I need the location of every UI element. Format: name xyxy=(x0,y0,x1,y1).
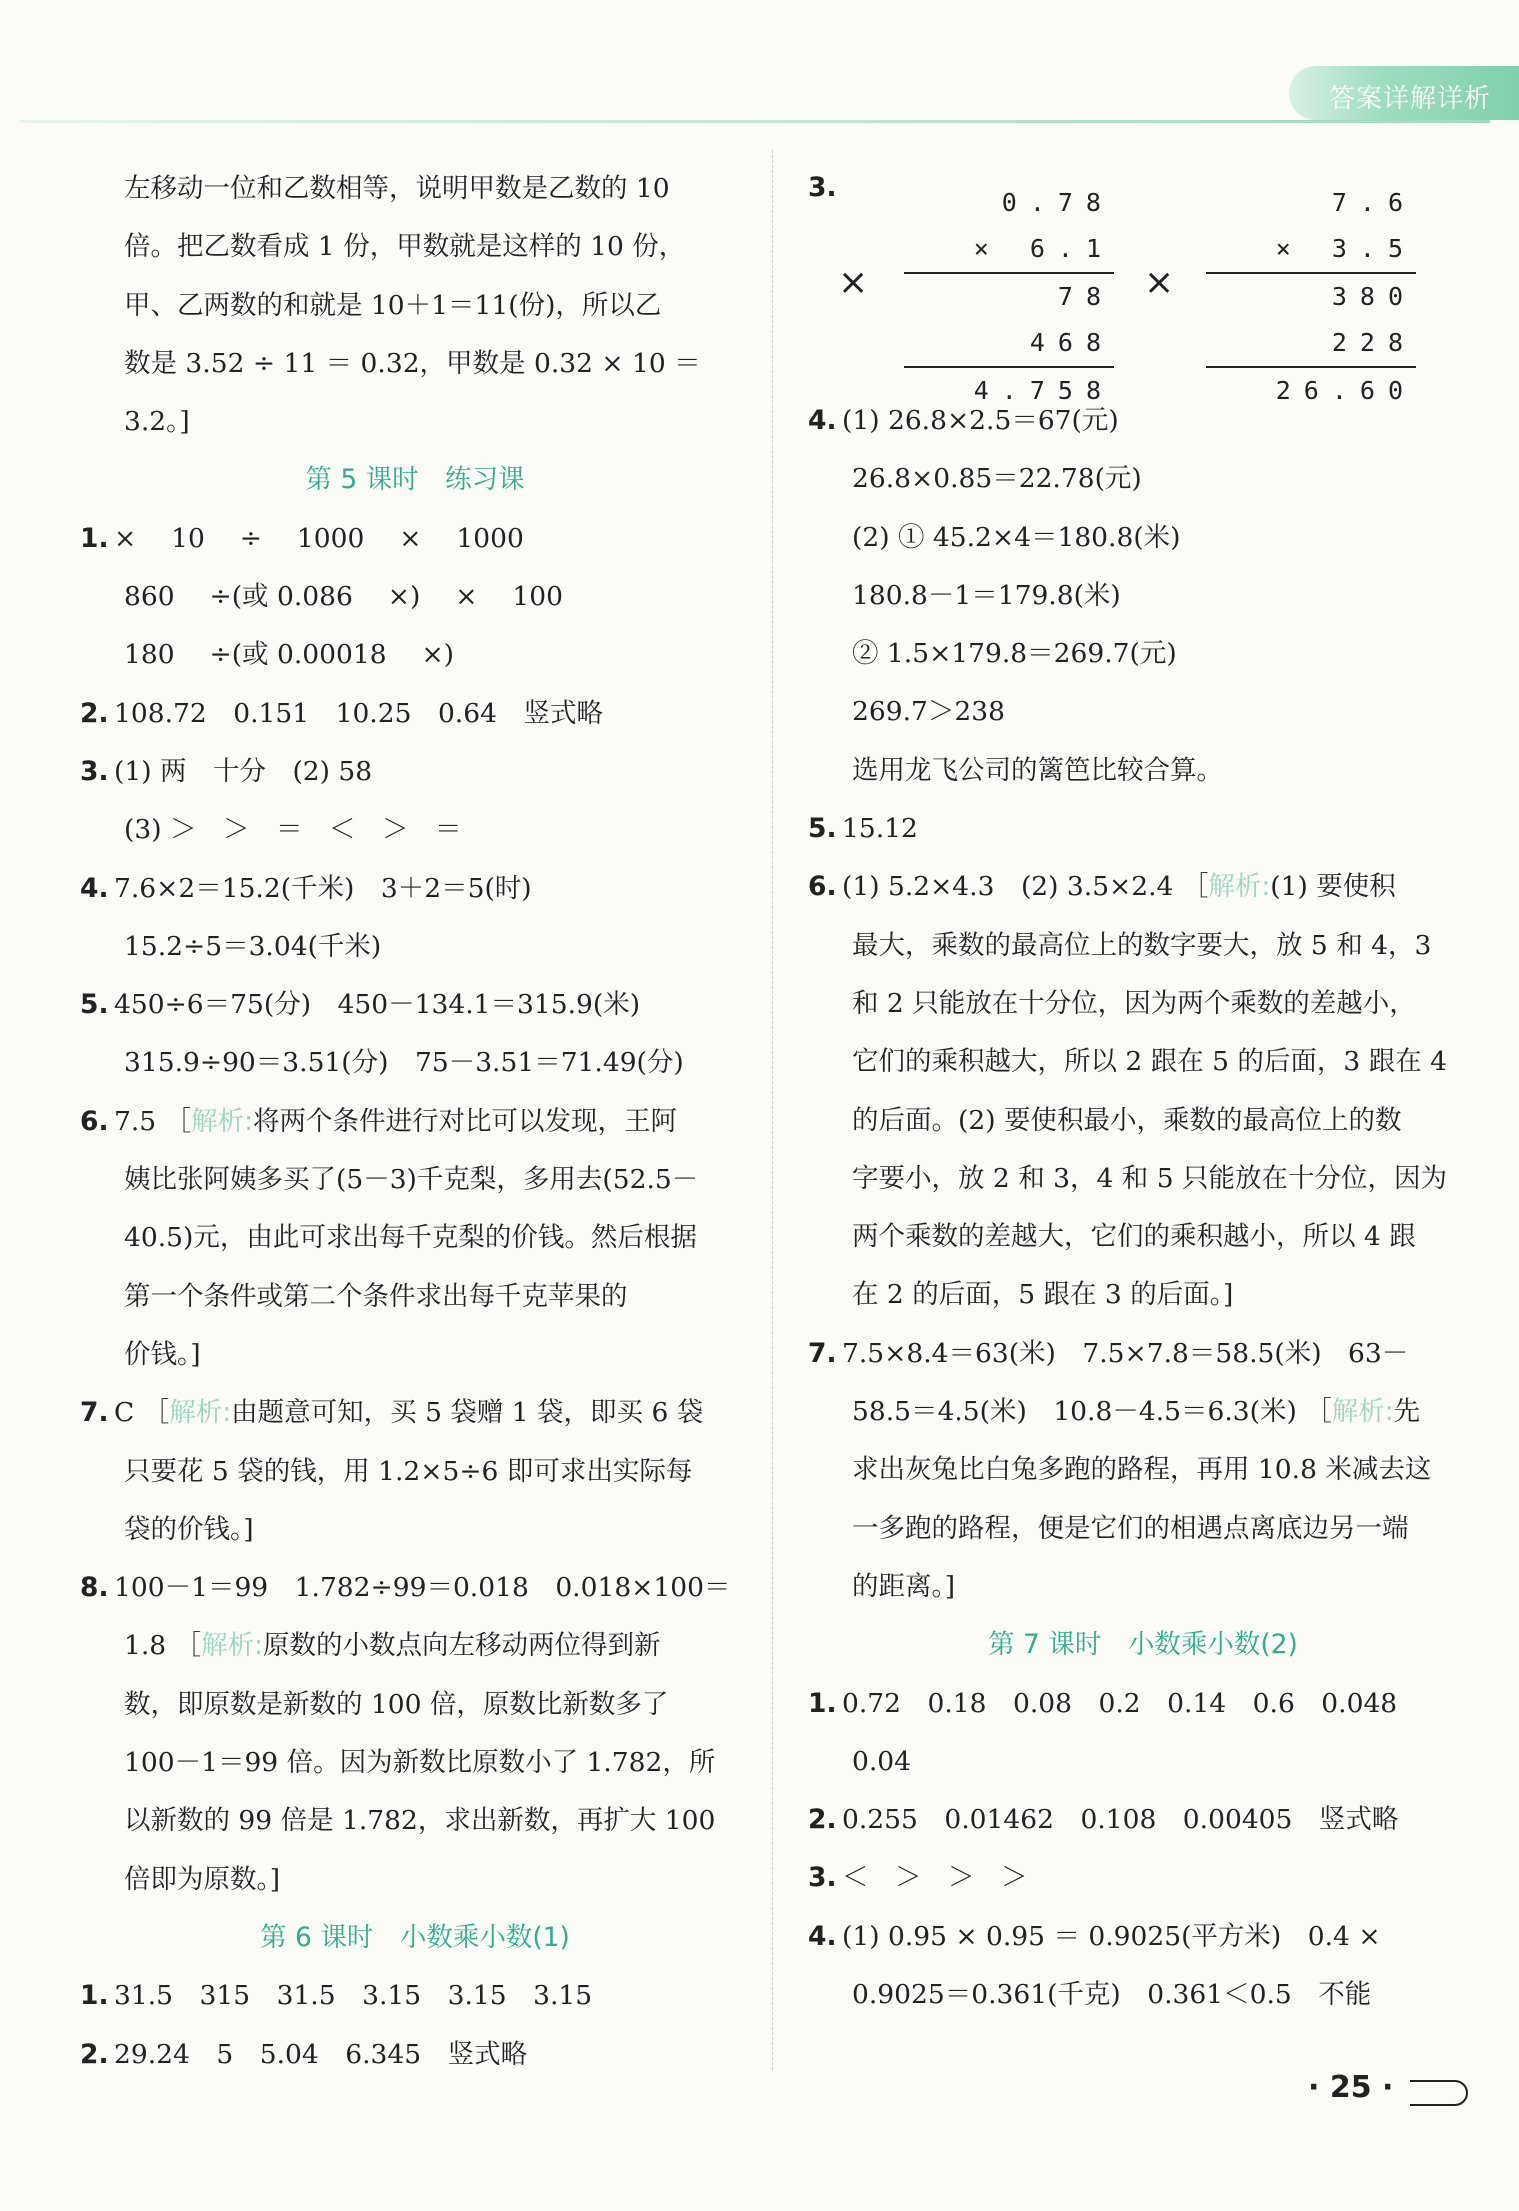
text-line: 袋的价钱。] xyxy=(124,1513,254,1545)
s7-question-3: 3. ＜ ＞ ＞ ＞ xyxy=(808,1849,1478,1907)
wrong-mark: × xyxy=(1144,262,1175,303)
text-line: 100－1＝99 倍。因为新数比原数小了 1.782，所 xyxy=(124,1747,716,1779)
question-number: 7. xyxy=(80,1397,109,1429)
left-column xyxy=(80,160,750,2084)
s6-question-1: 1. 31.5 315 31.5 3.15 3.15 3.15 xyxy=(80,1967,750,2025)
question-number: 5. xyxy=(80,989,109,1021)
text-line: 15.2÷5＝3.04(千米) xyxy=(124,930,382,962)
text-line: 甲、乙两数的和就是 10＋1＝11(份)，所以乙 xyxy=(124,289,662,321)
wrong-mark: × xyxy=(838,262,869,303)
question-number: 2. xyxy=(808,1804,837,1836)
text-line: 的距离。] xyxy=(852,1570,956,1602)
right-column xyxy=(808,160,1478,2024)
text-line: 第一个条件或第二个条件求出每千克苹果的 xyxy=(124,1280,628,1312)
question-3-vertical-calcs xyxy=(808,160,1478,405)
section-heading-7: 第 7 课时 小数乘小数(2) xyxy=(988,1629,1298,1661)
text-line: 0.04 xyxy=(852,1745,912,1777)
text-line: 数是 3.52 ÷ 11 ＝ 0.32，甲数是 0.32 × 10 ＝ xyxy=(124,347,701,379)
text-line: 最大，乘数的最高位上的数字要大，放 5 和 4，3 xyxy=(852,929,1432,961)
text-line: 两个乘数的差越大，它们的乘积越小，所以 4 跟 xyxy=(852,1221,1416,1253)
question-number: 6. xyxy=(808,871,837,903)
question-number: 2. xyxy=(80,2038,109,2070)
text-line: 269.7＞238 xyxy=(852,696,1005,728)
s7-question-1: 1. 0.72 0.18 0.08 0.2 0.14 0.6 0.048 xyxy=(808,1675,1478,1733)
analysis-tag: 解析: xyxy=(1208,871,1271,903)
question-6: 6. 7.5 ［解析:将两个条件进行对比可以发现，王阿 xyxy=(80,1093,750,1151)
text-line: 和 2 只能放在十分位，因为两个乘数的差越小， xyxy=(852,987,1416,1019)
question-3: 3. (1) 两 十分 (2) 58 xyxy=(80,743,750,801)
text-line: 315.9÷90＝3.51(分) 75－3.51＝71.49(分) xyxy=(124,1047,684,1079)
question-2: 2. 108.72 0.151 10.25 0.64 竖式略 xyxy=(80,685,750,743)
question-number: 7. xyxy=(808,1337,837,1369)
text-line: 58.5＝4.5(米) 10.8－4.5＝6.3(米) ［解析:先 xyxy=(852,1396,1421,1428)
question-7: 7. 7.5×8.4＝63(米) 7.5×7.8＝58.5(米) 63－ xyxy=(808,1325,1478,1383)
question-number: 8. xyxy=(80,1572,109,1604)
page-number: · 25 · xyxy=(1308,2070,1394,2105)
question-number: 1. xyxy=(80,522,109,554)
question-number: 6. xyxy=(80,1105,109,1137)
vertical-calc-a: 0.78 × 6.1 78 468 4.758 xyxy=(904,180,1114,414)
question-8: 8. 100－1＝99 1.782÷99＝0.018 0.018×100＝ xyxy=(80,1559,750,1617)
text-line: 的后面。(2) 要使积最小，乘数的最高位上的数 xyxy=(852,1104,1402,1136)
text-line: 以新数的 99 倍是 1.782，求出新数，再扩大 100 xyxy=(124,1805,716,1837)
question-number: 3. xyxy=(808,172,837,203)
question-number: 3. xyxy=(808,1862,837,1894)
question-number: 4. xyxy=(808,1920,837,1952)
question-1: 1. × 10 ÷ 1000 × 1000 xyxy=(80,510,750,568)
analysis-tag: 解析: xyxy=(201,1630,264,1662)
text-line: (3) ＞ ＞ ＝ ＜ ＞ ＝ xyxy=(124,814,462,846)
section-heading-6: 第 6 课时 小数乘小数(1) xyxy=(260,1921,570,1953)
question-5: 5. 15.12 xyxy=(808,800,1478,858)
text-line: 选用龙飞公司的篱笆比较合算。 xyxy=(852,754,1223,786)
section-heading-5: 第 5 课时 练习课 xyxy=(305,464,525,496)
text-line: 它们的乘积越大，所以 2 跟在 5 的后面，3 跟在 4 xyxy=(852,1046,1447,1078)
text-line: 价钱。] xyxy=(124,1338,201,1370)
text-line: (2) ① 45.2×4＝180.8(米) xyxy=(852,521,1181,553)
question-4: 4. (1) 26.8×2.5＝67(元) xyxy=(808,392,1478,450)
s7-question-2: 2. 0.255 0.01462 0.108 0.00405 竖式略 xyxy=(808,1791,1478,1849)
text-line: 左移动一位和乙数相等，说明甲数是乙数的 10 xyxy=(124,173,670,204)
text-line: 3.2。] xyxy=(124,406,190,438)
text-line: 只要花 5 袋的钱，用 1.2×5÷6 即可求出实际每 xyxy=(124,1455,693,1487)
question-number: 1. xyxy=(80,1980,109,2012)
question-number: 4. xyxy=(80,872,109,904)
text-line: 180.8－1＝179.8(米) xyxy=(852,579,1121,611)
text-line: 姨比张阿姨多买了(5－3)千克梨，多用去(52.5－ xyxy=(124,1164,699,1196)
question-number: 1. xyxy=(808,1687,837,1719)
analysis-tag: 解析: xyxy=(191,1105,254,1137)
column-divider xyxy=(772,150,773,2070)
header-rule xyxy=(20,120,1490,123)
text-line: 860 ÷(或 0.086 ×) × 100 xyxy=(124,581,563,613)
analysis-tag: 解析: xyxy=(1331,1396,1394,1428)
text-line: 180 ÷(或 0.00018 ×) xyxy=(124,639,455,671)
text-line: 倍。把乙数看成 1 份，甲数就是这样的 10 份， xyxy=(124,231,686,263)
text-line: 1.8 ［解析:原数的小数点向左移动两位得到新 xyxy=(124,1630,661,1662)
vertical-calc-b: 7.6 × 3.5 380 228 26.60 xyxy=(1206,180,1416,414)
text-line: 在 2 的后面，5 跟在 3 的后面。] xyxy=(852,1279,1234,1311)
header-title: 答案详解详析 xyxy=(1328,84,1491,114)
question-7: 7. C ［解析:由题意可知，买 5 袋赠 1 袋，即买 6 袋 xyxy=(80,1384,750,1442)
text-line: 26.8×0.85＝22.78(元) xyxy=(852,463,1142,495)
text-line: 倍即为原数。] xyxy=(124,1863,281,1895)
page-arc-decoration xyxy=(1410,2080,1468,2106)
s6-question-2: 2. 29.24 5 5.04 6.345 竖式略 xyxy=(80,2026,750,2084)
text-line: 求出灰兔比白兔多跑的路程，再用 10.8 米减去这 xyxy=(852,1454,1432,1486)
s7-question-4: 4. (1) 0.95 × 0.95 ＝ 0.9025(平方米) 0.4 × xyxy=(808,1908,1478,1966)
text-line: ② 1.5×179.8＝269.7(元) xyxy=(852,638,1177,670)
text-line: 字要小，放 2 和 3，4 和 5 只能放在十分位，因为 xyxy=(852,1162,1447,1194)
question-number: 5. xyxy=(808,813,837,845)
question-number: 4. xyxy=(808,405,837,436)
text-line: 一多跑的路程，便是它们的相遇点离底边另一端 xyxy=(852,1512,1409,1544)
question-4: 4. 7.6×2＝15.2(千米) 3＋2＝5(时) xyxy=(80,860,750,918)
question-5: 5. 450÷6＝75(分) 450－134.1＝315.9(米) xyxy=(80,976,750,1034)
text-line: 数，即原数是新数的 100 倍，原数比新数多了 xyxy=(124,1688,669,1720)
text-line: 0.9025＝0.361(千克) 0.361＜0.5 不能 xyxy=(852,1979,1372,2011)
question-number: 2. xyxy=(80,697,109,729)
question-number: 3. xyxy=(80,755,109,787)
question-6: 6. (1) 5.2×4.3 (2) 3.5×2.4 ［解析:(1) 要使积 xyxy=(808,858,1478,916)
analysis-tag: 解析: xyxy=(169,1397,232,1429)
text-line: 40.5)元，由此可求出每千克梨的价钱。然后根据 xyxy=(124,1222,697,1254)
